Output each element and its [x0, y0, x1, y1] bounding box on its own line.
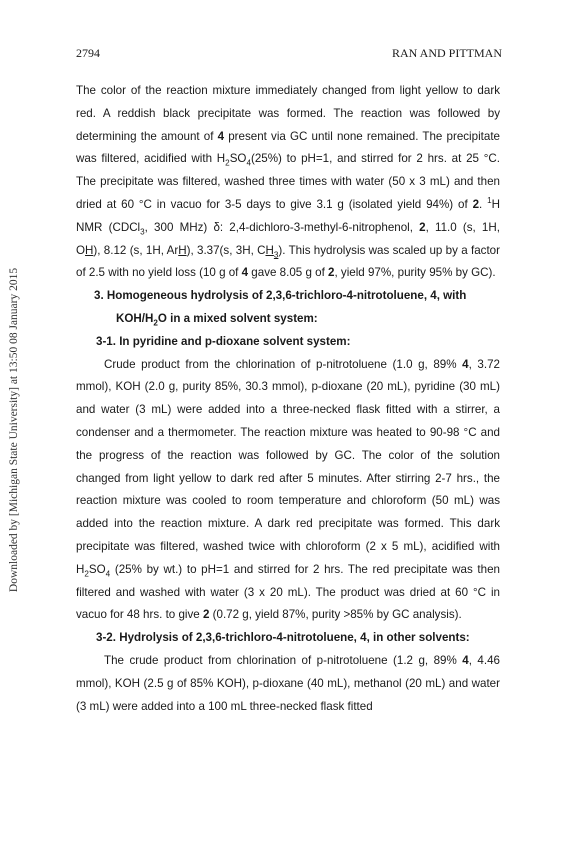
article-body	[76, 80, 500, 718]
page-number: 2794	[76, 46, 100, 60]
paragraph-reaction-result: The color of the reaction mixture immediately changed from light yellow to dark red. A reddish black precipitate was formed. The reaction was followed by determining the amount of 4 present via GC until none remained. The precipitate was filtered, acidified with $H_2SO_4(25\%)$ to pH=1, and stirred for 2 hrs. at 25 °C. The precipitate was filtered, washed three times with water (50 x 3 mL) and then dried at 60 °C in vacuo for 3-5 days to give 3.1 g (isolated yield 94%) of 2. $^1$H NMR (CDCl$_3$, 300 MHz) δ: 2,4-dichloro-3-methyl-6-nitrophenol, 2, 11.0 (s, 1H, OH), 8.12 (s, 1H, ArH), 3.37(s, 3H, $CH_3$). This hydrolysis was scaled up by a factor of 2.5 with no yield loss (10 g of 4 gave 8.05 g of 2, yield 97%, purity 95% by GC).	[76, 84, 500, 280]
section-heading-3-continued: KOH/$H_2O$ in a mixed solvent system:	[116, 311, 318, 328]
subsection-heading-3-1: 3-1. In pyridine and p-dioxane solvent system:	[96, 334, 351, 348]
subsection-heading-3-2: 3-2. Hydrolysis of 2,3,6-trichloro-4-nitrotoluene, 4, in other solvents:	[96, 631, 470, 645]
paragraph-pyridine-procedure: Crude product from the chlorination of p-nitrotoluene (1.0 g, 89% 4, 3.72 mmol), KOH (2.0 g, purity 85%, 30.3 mmol), p-dioxane (20 mL), pyridine (30 mL) and water (3 mL) were added into a three-necked flask fitted with a stirrer, a condenser and a thermometer. The reaction mixture was heated to 90-98 °C and the progress of the reaction was followed by GC. The color of the solution changed from light yellow to dark red after 5 minutes. After stirring 2-7 hrs., the reaction mixture was cooled to room temperature and chloroform (50 mL) was added into the reaction mixture. A dark red precipitate was formed. This dark precipitate was filtered, washed twice with chloroform (2 x 5 mL), acidified with $H_2SO_4$ (25% by wt.) to pH=1 and stirred for 2 hrs. The red precipitate was then filtered and washed with water (3 x 20 mL). The product was dried at 60 °C in vacuo for 48 hrs. to give 2 (0.72 g, yield 87%, purity >85% by GC analysis).	[76, 357, 500, 622]
section-heading-3: 3. Homogeneous hydrolysis of 2,3,6-trichloro-4-nitrotoluene, 4, with	[94, 289, 467, 303]
download-notice: Downloaded by [Michigan State University] at 13:50 08 January 2015	[8, 267, 20, 593]
download-side-note	[4, 170, 24, 690]
paragraph-other-solvents-procedure: The crude product from chlorination of p-nitrotoluene (1.2 g, 89% 4, 4.46 mmol), KOH (2.5 g of 85% KOH), p-dioxane (40 mL), methanol (20 mL) and water (3 mL) were added into a 100 mL three-necked flask fitted	[76, 653, 500, 713]
running-title: RAN AND PITTMAN	[391, 46, 502, 60]
running-header	[76, 46, 502, 61]
